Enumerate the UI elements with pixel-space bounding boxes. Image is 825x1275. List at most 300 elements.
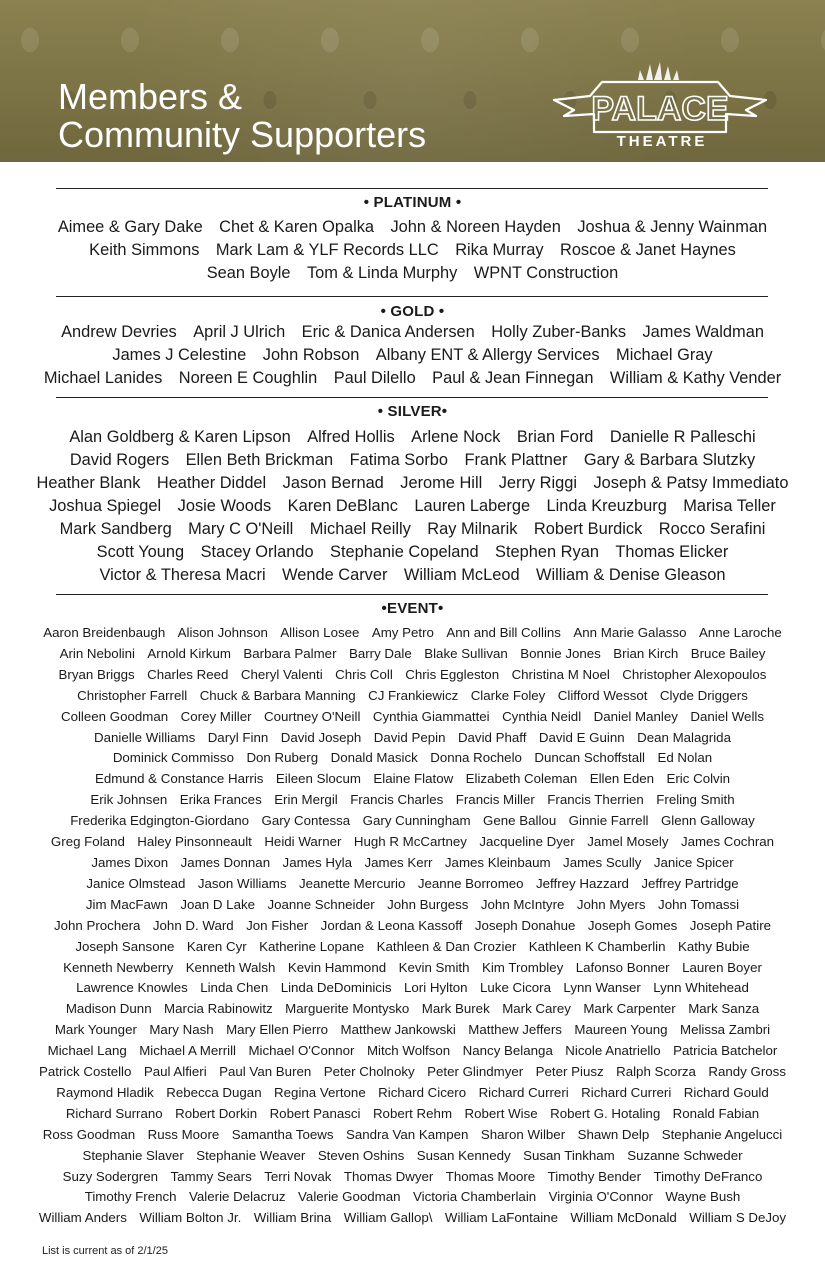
- supporter-name: Stephanie Copeland: [330, 543, 479, 561]
- supporter-name: William Bolton Jr.: [139, 1210, 242, 1226]
- supporter-name: Peter Cholnoky: [323, 1064, 415, 1080]
- supporter-name: John Burgess: [387, 896, 469, 912]
- supporter-name: Mark Sandberg: [59, 520, 172, 538]
- supporter-name: Christopher Farrell: [77, 687, 188, 703]
- supporter-name: Don Ruberg: [246, 750, 319, 766]
- supporter-name: Lauren Boyer: [682, 959, 762, 975]
- supporter-name: James Donnan: [180, 854, 271, 870]
- page-title-line1: Members &: [58, 76, 243, 117]
- supporter-name: Marcia Rabinowitz: [164, 1001, 273, 1017]
- name-row: [0, 344, 825, 367]
- name-row: [0, 426, 825, 449]
- supporter-name: Arin Nebolini: [59, 645, 135, 661]
- supporter-name: Gary Contessa: [261, 813, 351, 829]
- supporter-name: Peter Glindmyer: [427, 1064, 524, 1080]
- supporter-name: Jason Bernad: [282, 474, 384, 492]
- supporter-name: Gene Ballou: [483, 813, 557, 829]
- name-row: [0, 853, 825, 874]
- supporter-name: Mary Ellen Pierro: [226, 1022, 329, 1038]
- supporter-name: Erik Johnsen: [90, 792, 168, 808]
- name-row: [0, 239, 825, 262]
- name-row: [0, 769, 825, 790]
- supporter-name: Lynn Wanser: [563, 980, 641, 996]
- name-row: [0, 1083, 825, 1104]
- supporter-name: Thomas Moore: [445, 1168, 536, 1184]
- supporter-name: Richard Cicero: [378, 1084, 467, 1100]
- supporter-name: Chris Coll: [335, 666, 393, 682]
- silver-names: [0, 426, 825, 587]
- supporter-name: Marisa Teller: [683, 497, 776, 515]
- supporter-name: William Anders: [38, 1210, 127, 1226]
- name-row: [0, 367, 825, 390]
- supporter-name: John D. Ward: [152, 917, 234, 933]
- name-row: [0, 1146, 825, 1167]
- supporter-name: Ed Nolan: [657, 750, 713, 766]
- supporter-name: Mary C O'Neill: [188, 520, 294, 538]
- header-banner: [0, 0, 825, 162]
- supporter-name: Frank Plattner: [464, 451, 568, 469]
- supporter-name: Mary Nash: [149, 1022, 214, 1038]
- supporter-name: Greg Foland: [50, 834, 125, 850]
- supporter-name: Eric & Danica Andersen: [301, 323, 475, 341]
- supporter-name: Heather Diddel: [156, 474, 267, 492]
- gold-names: [0, 321, 825, 390]
- event-names: [0, 623, 825, 1229]
- divider: [56, 594, 768, 595]
- supporter-name: Joseph & Patsy Immediato: [593, 474, 789, 492]
- supporter-name: Nancy Belanga: [462, 1043, 553, 1059]
- supporter-name: John Myers: [576, 896, 646, 912]
- supporter-name: Colleen Goodman: [60, 708, 169, 724]
- name-row: [0, 811, 825, 832]
- supporter-name: Suzy Sodergren: [62, 1168, 159, 1184]
- name-row: [0, 495, 825, 518]
- supporter-name: Mark Carpenter: [583, 1001, 676, 1017]
- supporter-name: Eric Colvin: [666, 771, 731, 787]
- supporter-name: Arlene Nock: [411, 428, 501, 446]
- supporter-name: William LaFontaine: [444, 1210, 558, 1226]
- supporter-name: William & Denise Gleason: [536, 566, 726, 584]
- supporter-name: Clifford Wessot: [557, 687, 648, 703]
- supporter-name: Robert Dorkin: [175, 1105, 258, 1121]
- name-row: [0, 623, 825, 644]
- name-row: [0, 1125, 825, 1146]
- supporter-name: Jeffrey Hazzard: [536, 875, 629, 891]
- supporter-name: Dean Malagrida: [637, 729, 731, 745]
- name-row: [0, 790, 825, 811]
- supporter-name: Bryan Briggs: [58, 666, 135, 682]
- supporter-name: Richard Curreri: [478, 1084, 569, 1100]
- divider: [56, 188, 768, 189]
- supporter-name: Ray Milnarik: [427, 520, 518, 538]
- supporter-name: Joan D Lake: [180, 896, 256, 912]
- supporter-name: Eileen Slocum: [275, 771, 361, 787]
- supporter-name: Ellen Eden: [589, 771, 655, 787]
- supporter-name: Joseph Patire: [689, 917, 772, 933]
- name-row: [0, 958, 825, 979]
- supporter-name: Robert G. Hotaling: [550, 1105, 661, 1121]
- supporter-name: Frederika Edgington-Giordano: [70, 813, 250, 829]
- supporter-name: Robert Wise: [464, 1105, 538, 1121]
- supporter-name: Victoria Chamberlain: [413, 1189, 537, 1205]
- supporter-name: Christina M Noel: [511, 666, 610, 682]
- supporter-name: Jeanette Mercurio: [298, 875, 406, 891]
- section-label-event: •EVENT•: [381, 600, 444, 617]
- supporter-name: Valerie Goodman: [298, 1189, 401, 1205]
- supporter-name: Joseph Gomes: [587, 917, 678, 933]
- supporter-name: William & Kathy Vender: [609, 369, 782, 387]
- supporter-name: James Dixon: [91, 854, 169, 870]
- supporter-name: Stacey Orlando: [200, 543, 314, 561]
- supporter-name: David E Guinn: [538, 729, 625, 745]
- name-row: [0, 686, 825, 707]
- supporter-name: Richard Surrano: [65, 1105, 163, 1121]
- supporter-name: Shawn Delp: [577, 1126, 650, 1142]
- supporter-name: Paul Van Buren: [219, 1064, 312, 1080]
- name-row: [0, 1187, 825, 1208]
- supporter-name: Raymond Hladik: [56, 1084, 154, 1100]
- supporter-name: Fatima Sorbo: [349, 451, 449, 469]
- supporter-name: Paul Dilello: [333, 369, 416, 387]
- supporter-name: Aimee & Gary Dake: [57, 218, 203, 236]
- supporter-name: Joshua Spiegel: [49, 497, 162, 515]
- logo-text-sub: THEATRE: [616, 133, 708, 150]
- name-row: [0, 564, 825, 587]
- supporter-name: Clarke Foley: [470, 687, 546, 703]
- supporter-name: Ellen Beth Brickman: [185, 451, 334, 469]
- supporter-name: Matthew Jeffers: [468, 1022, 562, 1038]
- supporter-name: Daniel Wells: [690, 708, 764, 724]
- supporter-name: Karen Cyr: [186, 938, 247, 954]
- supporter-name: Thomas Elicker: [615, 543, 729, 561]
- supporter-name: Donna Rochelo: [430, 750, 522, 766]
- name-row: [0, 832, 825, 853]
- supporter-name: John Robson: [262, 346, 360, 364]
- supporter-name: Albany ENT & Allergy Services: [375, 346, 600, 364]
- supporter-name: Steven Oshins: [317, 1147, 405, 1163]
- supporter-name: David Rogers: [69, 451, 170, 469]
- supporter-name: Richard Curreri: [581, 1084, 672, 1100]
- supporter-name: Randy Gross: [708, 1064, 786, 1080]
- supporter-name: Timothy DeFranco: [653, 1168, 763, 1184]
- supporter-name: Sandra Van Kampen: [345, 1126, 469, 1142]
- supporter-name: Barry Dale: [348, 645, 412, 661]
- supporter-name: Chris Eggleston: [405, 666, 500, 682]
- name-row: [0, 541, 825, 564]
- name-row: [0, 665, 825, 686]
- supporter-name: Susan Kennedy: [416, 1147, 511, 1163]
- supporter-name: Brian Kirch: [613, 645, 679, 661]
- supporter-name: Mark Burek: [421, 1001, 490, 1017]
- name-row: [0, 978, 825, 999]
- supporter-name: Luke Cicora: [480, 980, 551, 996]
- supporter-name: Melissa Zambri: [680, 1022, 771, 1038]
- supporter-name: Clyde Driggers: [659, 687, 748, 703]
- supporter-name: Joshua & Jenny Wainman: [577, 218, 768, 236]
- name-row: [0, 748, 825, 769]
- supporter-name: Chet & Karen Opalka: [219, 218, 375, 236]
- supporter-name: Glenn Galloway: [660, 813, 755, 829]
- supporter-name: Erika Frances: [179, 792, 262, 808]
- supporter-name: Gary Cunningham: [362, 813, 471, 829]
- supporter-name: Freling Smith: [656, 792, 735, 808]
- supporter-name: Elaine Flatow: [373, 771, 454, 787]
- supporter-name: Michael Reilly: [309, 520, 411, 538]
- supporter-name: Mitch Wolfson: [366, 1043, 451, 1059]
- supporter-name: Charles Reed: [147, 666, 229, 682]
- supporter-name: Cynthia Giammattei: [372, 708, 490, 724]
- supporter-name: Ginnie Farrell: [568, 813, 649, 829]
- supporter-name: Barbara Palmer: [243, 645, 337, 661]
- supporter-name: Ann Marie Galasso: [573, 625, 687, 640]
- supporter-name: Jim MacFawn: [85, 896, 168, 912]
- supporter-name: Paul Alfieri: [143, 1064, 207, 1080]
- supporter-name: James Kerr: [364, 854, 433, 870]
- name-row: [0, 728, 825, 749]
- name-row: [0, 644, 825, 665]
- supporter-name: William Gallop\: [343, 1210, 433, 1226]
- supporter-name: Linda Chen: [200, 980, 269, 996]
- name-row: [0, 449, 825, 472]
- supporter-name: Susan Tinkham: [523, 1147, 615, 1163]
- section-label-gold: • GOLD •: [380, 303, 445, 320]
- supporter-name: Mark Younger: [54, 1022, 137, 1038]
- supporter-name: Aaron Breidenbaugh: [43, 625, 166, 640]
- supporter-name: Lawrence Knowles: [76, 980, 188, 996]
- supporter-name: James J Celestine: [112, 346, 247, 364]
- supporter-name: Courtney O'Neill: [264, 708, 361, 724]
- supporter-name: Cynthia Neidl: [502, 708, 582, 724]
- supporter-name: Matthew Jankowski: [340, 1022, 456, 1038]
- supporter-name: Hugh R McCartney: [353, 834, 467, 850]
- name-row: [0, 262, 825, 285]
- supporter-name: CJ Frankiewicz: [368, 687, 459, 703]
- supporter-name: Josie Woods: [177, 497, 272, 515]
- supporter-name: Thomas Dwyer: [343, 1168, 434, 1184]
- supporter-name: Kathleen & Dan Crozier: [376, 938, 517, 954]
- supporter-name: Jason Williams: [197, 875, 287, 891]
- name-row: [0, 937, 825, 958]
- supporter-name: Kenneth Walsh: [185, 959, 276, 975]
- supporter-name: Marguerite Montysko: [285, 1001, 410, 1017]
- supporter-name: James Waldman: [642, 323, 764, 341]
- footer-note: List is current as of 2/1/25: [42, 1245, 168, 1257]
- supporter-name: Kathleen K Chamberlin: [528, 938, 666, 954]
- supporter-name: Joseph Sansone: [75, 938, 175, 954]
- name-row: [0, 472, 825, 495]
- supporter-name: Jacqueline Dyer: [479, 834, 575, 850]
- supporter-name: Ralph Scorza: [616, 1064, 696, 1080]
- supporter-name: Linda DeDominicis: [280, 980, 392, 996]
- supporter-name: Lafonso Bonner: [575, 959, 670, 975]
- supporter-name: Ross Goodman: [42, 1126, 136, 1142]
- supporter-name: Francis Miller: [455, 792, 535, 808]
- supporter-name: Michael Lang: [47, 1043, 127, 1059]
- supporter-name: Daryl Finn: [207, 729, 269, 745]
- supporter-name: Linda Kreuzburg: [546, 497, 667, 515]
- name-row: [0, 518, 825, 541]
- supporter-name: Lori Hylton: [404, 980, 468, 996]
- name-row: [0, 874, 825, 895]
- supporter-name: Keith Simmons: [89, 241, 200, 259]
- supporter-name: Timothy French: [84, 1189, 177, 1205]
- name-row: [0, 1104, 825, 1125]
- platinum-names: [0, 216, 825, 285]
- page-title-line2: Community Supporters: [58, 114, 427, 155]
- supporter-name: Holly Zuber-Banks: [491, 323, 627, 341]
- supporter-name: Stephanie Weaver: [196, 1147, 306, 1163]
- supporter-name: Corey Miller: [180, 708, 252, 724]
- supporter-name: Suzanne Schweder: [627, 1147, 743, 1163]
- supporter-name: Karen DeBlanc: [287, 497, 398, 515]
- supporter-name: Donald Masick: [330, 750, 418, 766]
- supporter-name: Katherine Lopane: [259, 938, 365, 954]
- supporter-name: Jamel Mosely: [587, 834, 669, 850]
- supporter-name: Robert Rehm: [372, 1105, 453, 1121]
- supporter-name: Scott Young: [96, 543, 185, 561]
- supporter-name: Dominick Commisso: [112, 750, 234, 766]
- supporter-name: Erin Mergil: [274, 792, 338, 808]
- supporter-name: Regina Vertone: [274, 1084, 366, 1100]
- supporter-name: Danielle R Palleschi: [609, 428, 756, 446]
- supporter-name: Wende Carver: [282, 566, 388, 584]
- supporter-name: Anne Laroche: [698, 625, 782, 640]
- supporter-name: William McDonald: [570, 1210, 677, 1226]
- supporter-name: Sean Boyle: [206, 264, 291, 282]
- supporter-name: Rebecca Dugan: [166, 1084, 262, 1100]
- logo-text-main: PALACE: [591, 90, 729, 128]
- supporter-name: Andrew Devries: [61, 323, 177, 341]
- name-row: [0, 895, 825, 916]
- name-row: [0, 1208, 825, 1229]
- supporter-name: Stephen Ryan: [495, 543, 599, 561]
- supporter-name: Michael Gray: [616, 346, 713, 364]
- supporter-name: Jordan & Leona Kassoff: [320, 917, 463, 933]
- supporter-name: Jeanne Borromeo: [417, 875, 524, 891]
- supporter-name: Paul & Jean Finnegan: [432, 369, 594, 387]
- supporter-name: Kevin Smith: [398, 959, 470, 975]
- supporter-name: Mark Carey: [502, 1001, 571, 1017]
- supporter-name: David Joseph: [280, 729, 362, 745]
- supporter-name: Kim Trombley: [481, 959, 564, 975]
- supporter-name: Patrick Costello: [39, 1064, 132, 1080]
- supporter-name: James Kleinbaum: [444, 854, 551, 870]
- name-row: [0, 1167, 825, 1188]
- name-row: [0, 1041, 825, 1062]
- supporter-name: Ronald Fabian: [672, 1105, 760, 1121]
- supporter-name: Kenneth Newberry: [63, 959, 174, 975]
- supporter-name: Bruce Bailey: [690, 645, 766, 661]
- supporter-name: Janice Olmstead: [86, 875, 186, 891]
- supporter-name: Alan Goldberg & Karen Lipson: [69, 428, 291, 446]
- supporter-name: Roscoe & Janet Haynes: [559, 241, 736, 259]
- palace-theatre-logo: [550, 60, 770, 152]
- supporter-name: Kathy Bubie: [677, 938, 750, 954]
- supporter-name: Gary & Barbara Slutzky: [583, 451, 756, 469]
- supporter-name: Allison Losee: [280, 625, 360, 640]
- supporter-name: Cheryl Valenti: [240, 666, 323, 682]
- supporter-name: Danielle Williams: [94, 729, 196, 745]
- name-row: [0, 216, 825, 239]
- supporter-name: Stephanie Slaver: [82, 1147, 184, 1163]
- name-row: [0, 707, 825, 728]
- supporter-name: Wayne Bush: [665, 1189, 741, 1205]
- supporter-name: Brian Ford: [516, 428, 594, 446]
- supporter-name: John McIntyre: [480, 896, 565, 912]
- supporter-name: Chuck & Barbara Manning: [199, 687, 356, 703]
- supporter-name: Edmund & Constance Harris: [94, 771, 264, 787]
- supporter-name: Haley Pinsonneault: [137, 834, 252, 850]
- supporter-name: Robert Panasci: [269, 1105, 361, 1121]
- supporter-name: Arnold Kirkum: [147, 645, 231, 661]
- section-label-platinum: • PLATINUM •: [363, 194, 462, 211]
- supporter-name: Francis Charles: [350, 792, 444, 808]
- supporter-name: Blake Sullivan: [424, 645, 508, 661]
- supporter-name: Timothy Bender: [547, 1168, 642, 1184]
- supporter-name: Tom & Linda Murphy: [306, 264, 458, 282]
- supporter-name: Bonnie Jones: [520, 645, 601, 661]
- supporter-name: James Scully: [563, 854, 642, 870]
- supporter-name: Peter Piusz: [535, 1064, 604, 1080]
- supporter-name: Joseph Donahue: [474, 917, 576, 933]
- supporter-name: Mark Lam & YLF Records LLC: [215, 241, 439, 259]
- supporter-name: Terri Novak: [264, 1168, 332, 1184]
- supporter-name: Ann and Bill Collins: [446, 625, 561, 640]
- supporter-name: Russ Moore: [147, 1126, 220, 1142]
- supporter-name: Michael Lanides: [43, 369, 163, 387]
- supporter-name: Robert Burdick: [533, 520, 643, 538]
- name-row: [0, 321, 825, 344]
- supporter-name: Jeffrey Partridge: [641, 875, 739, 891]
- name-row: [0, 999, 825, 1020]
- name-row: [0, 1062, 825, 1083]
- section-label-silver: • SILVER•: [377, 403, 448, 420]
- supporter-name: Sharon Wilber: [480, 1126, 566, 1142]
- supporter-name: Noreen E Coughlin: [178, 369, 318, 387]
- supporter-name: Kevin Hammond: [287, 959, 387, 975]
- supporter-name: Rika Murray: [455, 241, 544, 259]
- supporter-name: WPNT Construction: [473, 264, 619, 282]
- supporter-name: Heather Blank: [36, 474, 141, 492]
- supporter-name: Richard Gould: [683, 1084, 769, 1100]
- supporter-name: Stephanie Angelucci: [661, 1126, 783, 1142]
- supporter-name: John & Noreen Hayden: [390, 218, 561, 236]
- supporter-name: William McLeod: [403, 566, 520, 584]
- supporter-name: Rocco Serafini: [658, 520, 766, 538]
- supporter-name: Mark Sanza: [688, 1001, 760, 1017]
- supporter-name: April J Ulrich: [193, 323, 286, 341]
- supporter-name: Heidi Warner: [264, 834, 342, 850]
- supporter-name: Patricia Batchelor: [673, 1043, 778, 1059]
- supporter-name: John Prochera: [53, 917, 141, 933]
- supporter-name: Samantha Toews: [231, 1126, 334, 1142]
- supporter-name: Jon Fisher: [246, 917, 309, 933]
- supporter-name: Janice Spicer: [653, 854, 734, 870]
- supporter-name: Madison Dunn: [65, 1001, 152, 1017]
- supporter-name: Christopher Alexopoulos: [622, 666, 767, 682]
- supporter-name: Lauren Laberge: [414, 497, 531, 515]
- supporter-name: Valerie Delacruz: [189, 1189, 286, 1205]
- supporter-name: David Pepin: [373, 729, 446, 745]
- supporter-name: Tammy Sears: [170, 1168, 252, 1184]
- supporter-name: John Tomassi: [658, 896, 740, 912]
- supporter-name: Nicole Anatriello: [565, 1043, 661, 1059]
- supporter-name: William S DeJoy: [689, 1210, 787, 1226]
- name-row: [0, 1020, 825, 1041]
- supporter-name: James Cochran: [680, 834, 775, 850]
- supporter-name: Duncan Schoffstall: [534, 750, 646, 766]
- supporter-name: James Hyla: [282, 854, 353, 870]
